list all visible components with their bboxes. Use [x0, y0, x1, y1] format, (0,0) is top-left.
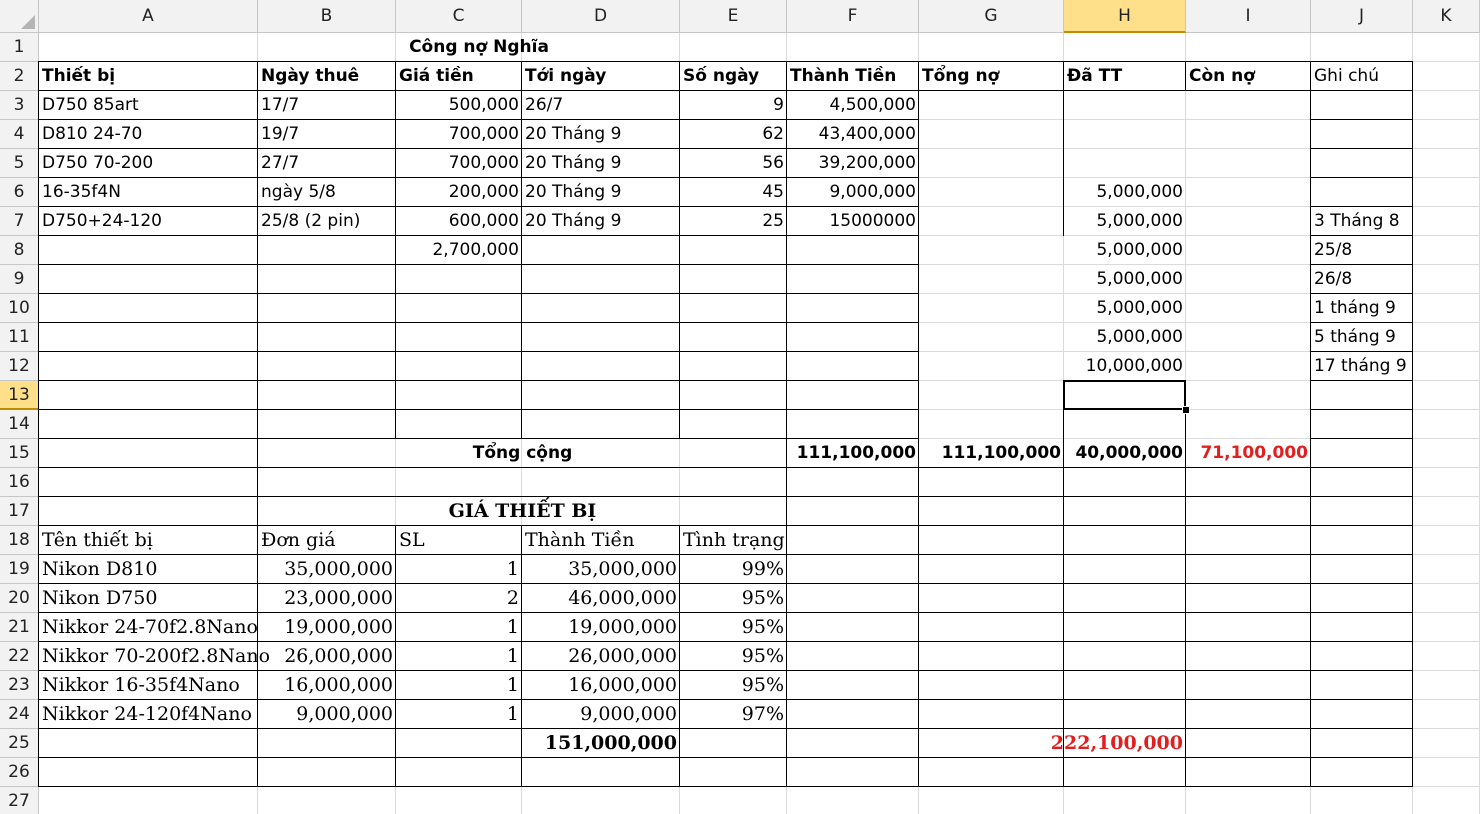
- row-header-14[interactable]: 14: [0, 410, 39, 439]
- cell-d24[interactable]: 9,000,000: [580, 702, 677, 725]
- cell-f7[interactable]: 15000000: [829, 210, 916, 231]
- column-header-i[interactable]: I: [1186, 0, 1311, 33]
- cell-g2[interactable]: Tổng nợ: [922, 65, 1000, 86]
- cell-j12[interactable]: 17 tháng 9: [1314, 355, 1407, 376]
- border-h: [1310, 438, 1413, 439]
- row-header-16[interactable]: 16: [0, 468, 39, 497]
- cell-a5[interactable]: D750 70-200: [42, 152, 154, 173]
- cell-f6[interactable]: 9,000,000: [829, 181, 916, 202]
- cell-e22[interactable]: 95%: [741, 644, 784, 667]
- cell-c7[interactable]: 600,000: [448, 210, 519, 231]
- cell-d22[interactable]: 26,000,000: [568, 644, 677, 667]
- cell-d7[interactable]: 20 Tháng 9: [525, 210, 622, 231]
- row-header-20[interactable]: 20: [0, 584, 39, 613]
- cell-d2[interactable]: Tới ngày: [525, 65, 607, 86]
- cell-h6[interactable]: 5,000,000: [1096, 181, 1183, 202]
- border-v: [918, 525, 919, 729]
- cell-b3[interactable]: 17/7: [261, 94, 300, 115]
- cell-f4[interactable]: 43,400,000: [818, 123, 916, 144]
- cell-b20[interactable]: 23,000,000: [284, 586, 393, 609]
- cell-c24[interactable]: 1: [506, 702, 519, 725]
- border-v: [1063, 467, 1064, 526]
- cell-b17[interactable]: GIÁ THIẾT BỊ: [448, 499, 597, 522]
- cell-i15[interactable]: 71,100,000: [1200, 442, 1308, 463]
- cell-c23[interactable]: 1: [506, 673, 519, 696]
- border-v: [1310, 467, 1311, 526]
- border-v: [1310, 728, 1311, 787]
- cell-f15[interactable]: 111,100,000: [796, 442, 916, 463]
- cell-b21[interactable]: 19,000,000: [284, 615, 393, 638]
- cell-d5[interactable]: 20 Tháng 9: [525, 152, 622, 173]
- cell-c2[interactable]: Giá tiền: [399, 65, 474, 86]
- cell-d6[interactable]: 20 Tháng 9: [525, 181, 622, 202]
- border-h: [1310, 409, 1413, 410]
- cell-a6[interactable]: 16-35f4N: [42, 181, 121, 202]
- row-header-25[interactable]: 25: [0, 729, 39, 758]
- cell-h9[interactable]: 5,000,000: [1096, 268, 1183, 289]
- cell-c3[interactable]: 500,000: [448, 94, 519, 115]
- border-v: [257, 728, 258, 787]
- cell-d25[interactable]: 151,000,000: [544, 731, 677, 754]
- cell-j10[interactable]: 1 tháng 9: [1314, 297, 1396, 318]
- border-h: [918, 612, 1311, 613]
- cell-e4[interactable]: 62: [762, 123, 784, 144]
- cell-h12[interactable]: 10,000,000: [1085, 355, 1183, 376]
- cell-c4[interactable]: 700,000: [448, 123, 519, 144]
- cell-f5[interactable]: 39,200,000: [818, 152, 916, 173]
- row-header-24[interactable]: 24: [0, 700, 39, 729]
- row-header-23[interactable]: 23: [0, 671, 39, 700]
- cell-a3[interactable]: D750 85art: [42, 94, 139, 115]
- border-v: [395, 728, 396, 787]
- row-header-22[interactable]: 22: [0, 642, 39, 671]
- border-h: [918, 583, 1311, 584]
- cell-c19[interactable]: 1: [506, 557, 519, 580]
- cell-a20[interactable]: Nikon D750: [42, 586, 158, 609]
- cell-d20[interactable]: 46,000,000: [568, 586, 677, 609]
- cell-a19[interactable]: Nikon D810: [42, 557, 158, 580]
- column-header-e[interactable]: E: [680, 0, 787, 33]
- border-h: [918, 757, 1311, 758]
- border-h: [918, 786, 1311, 787]
- cell-j9[interactable]: 26/8: [1314, 268, 1353, 289]
- cell-j2[interactable]: Ghi chú: [1314, 65, 1379, 86]
- border-v: [1310, 525, 1311, 729]
- fill-handle[interactable]: [1182, 406, 1190, 414]
- cell-b23[interactable]: 16,000,000: [284, 673, 393, 696]
- cell-b6[interactable]: ngày 5/8: [261, 181, 336, 202]
- cell-e6[interactable]: 45: [762, 181, 784, 202]
- row-header-1[interactable]: 1: [0, 33, 39, 62]
- cell-h11[interactable]: 5,000,000: [1096, 326, 1183, 347]
- border-h: [918, 496, 1311, 497]
- border-v: [1063, 525, 1064, 729]
- cell-j8[interactable]: 25/8: [1314, 239, 1353, 260]
- cell-h15[interactable]: 40,000,000: [1075, 442, 1183, 463]
- cell-b15[interactable]: Tổng cộng: [472, 442, 573, 463]
- cell-a21[interactable]: Nikkor 24-70f2.8Nano: [42, 615, 258, 638]
- cell-e18[interactable]: Tình trạng: [683, 528, 785, 551]
- cell-b19[interactable]: 35,000,000: [284, 557, 393, 580]
- cell-i2[interactable]: Còn nợ: [1189, 65, 1255, 86]
- border-h: [918, 641, 1311, 642]
- cell-d3[interactable]: 26/7: [525, 94, 564, 115]
- cell-c18[interactable]: SL: [399, 528, 425, 551]
- row-header-21[interactable]: 21: [0, 613, 39, 642]
- column-header-d[interactable]: D: [522, 0, 680, 33]
- cell-b18[interactable]: Đơn giá: [261, 528, 336, 551]
- cell-c21[interactable]: 1: [506, 615, 519, 638]
- border-h: [1310, 380, 1413, 381]
- row-header-15[interactable]: 15: [0, 439, 39, 468]
- cell-b7[interactable]: 25/8 (2 pin): [261, 210, 361, 231]
- border-v: [786, 728, 787, 787]
- column-header-c[interactable]: C: [396, 0, 522, 33]
- cell-j11[interactable]: 5 tháng 9: [1314, 326, 1396, 347]
- row-header-4[interactable]: 4: [0, 120, 39, 149]
- column-header-a[interactable]: A: [39, 0, 258, 33]
- row-header-10[interactable]: 10: [0, 294, 39, 323]
- border-v: [918, 467, 919, 526]
- cell-e7[interactable]: 25: [762, 210, 784, 231]
- row-header-18[interactable]: 18: [0, 526, 39, 555]
- row-header-13[interactable]: 13: [0, 381, 39, 410]
- row-header-17[interactable]: 17: [0, 497, 39, 526]
- cell-h8[interactable]: 5,000,000: [1096, 239, 1183, 260]
- row-header-26[interactable]: 26: [0, 758, 39, 787]
- row-header-19[interactable]: 19: [0, 555, 39, 584]
- border-v: [1185, 525, 1186, 729]
- cell-c8[interactable]: 2,700,000: [432, 239, 519, 260]
- column-header-k[interactable]: K: [1413, 0, 1480, 33]
- row-header-3[interactable]: 3: [0, 91, 39, 120]
- cell-d21[interactable]: 19,000,000: [568, 615, 677, 638]
- cell-f3[interactable]: 4,500,000: [829, 94, 916, 115]
- row-header-2[interactable]: 2: [0, 62, 39, 91]
- select-all-triangle-icon: [21, 15, 35, 29]
- cell-b22[interactable]: 26,000,000: [284, 644, 393, 667]
- border-h: [1310, 148, 1413, 149]
- cell-j7[interactable]: 3 Tháng 8: [1314, 210, 1400, 231]
- cell-d23[interactable]: 16,000,000: [568, 673, 677, 696]
- cell-c22[interactable]: 1: [506, 644, 519, 667]
- row-header-7[interactable]: 7: [0, 207, 39, 236]
- border-h: [918, 525, 1311, 526]
- cell-a23[interactable]: Nikkor 16-35f4Nano: [42, 673, 240, 696]
- column-header-b[interactable]: B: [258, 0, 396, 33]
- row-header-27[interactable]: 27: [0, 787, 39, 814]
- active-cell-cursor[interactable]: [1063, 380, 1186, 410]
- cell-e5[interactable]: 56: [762, 152, 784, 173]
- border-h: [918, 554, 1311, 555]
- cell-h25[interactable]: 222,100,000: [1050, 731, 1183, 754]
- cell-c6[interactable]: 200,000: [448, 181, 519, 202]
- column-header-f[interactable]: F: [787, 0, 919, 33]
- row-header-6[interactable]: 6: [0, 178, 39, 207]
- border-h: [1310, 177, 1413, 178]
- cell-d4[interactable]: 20 Tháng 9: [525, 123, 622, 144]
- column-header-j[interactable]: J: [1311, 0, 1413, 33]
- cell-b5[interactable]: 27/7: [261, 152, 300, 173]
- border-h: [1310, 119, 1413, 120]
- cell-b4[interactable]: 19/7: [261, 123, 300, 144]
- border-v: [1185, 467, 1186, 526]
- row-header-5[interactable]: 5: [0, 149, 39, 178]
- row-header-8[interactable]: 8: [0, 236, 39, 265]
- row-header-9[interactable]: 9: [0, 265, 39, 294]
- cell-a7[interactable]: D750+24-120: [42, 210, 162, 231]
- select-all-corner[interactable]: [0, 0, 39, 33]
- column-header-g[interactable]: G: [919, 0, 1064, 33]
- cell-e20[interactable]: 95%: [741, 586, 784, 609]
- cell-h7[interactable]: 5,000,000: [1096, 210, 1183, 231]
- cell-a4[interactable]: D810 24-70: [42, 123, 143, 144]
- cell-d18[interactable]: Thành Tiền: [525, 528, 635, 551]
- cell-c5[interactable]: 700,000: [448, 152, 519, 173]
- cell-h2[interactable]: Đã TT: [1067, 65, 1123, 86]
- cell-e19[interactable]: 99%: [741, 557, 784, 580]
- row-header-12[interactable]: 12: [0, 352, 39, 381]
- row-header-11[interactable]: 11: [0, 323, 39, 352]
- cell-f2[interactable]: Thành Tiền: [790, 65, 897, 86]
- cell-a24[interactable]: Nikkor 24-120f4Nano: [42, 702, 252, 725]
- cell-b24[interactable]: 9,000,000: [296, 702, 393, 725]
- cell-a1[interactable]: Công nợ Nghĩa: [409, 36, 549, 57]
- border-h: [918, 699, 1311, 700]
- cell-b2[interactable]: Ngày thuê: [261, 65, 360, 86]
- cell-d19[interactable]: 35,000,000: [568, 557, 677, 580]
- cell-c20[interactable]: 2: [506, 586, 519, 609]
- cell-e24[interactable]: 97%: [741, 702, 784, 725]
- cell-e23[interactable]: 95%: [741, 673, 784, 696]
- column-header-h[interactable]: H: [1064, 0, 1186, 33]
- border-v: [1412, 61, 1413, 787]
- cell-a18[interactable]: Tên thiết bị: [42, 528, 153, 551]
- cell-e21[interactable]: 95%: [741, 615, 784, 638]
- cell-h10[interactable]: 5,000,000: [1096, 297, 1183, 318]
- border-h: [918, 467, 1311, 468]
- cell-a22[interactable]: Nikkor 70-200f2.8Nano: [42, 644, 271, 667]
- cell-e3[interactable]: 9: [773, 94, 784, 115]
- cell-g15[interactable]: 111,100,000: [941, 442, 1061, 463]
- cell-e2[interactable]: Số ngày: [683, 65, 760, 86]
- border-h: [918, 670, 1311, 671]
- cell-a2[interactable]: Thiết bị: [42, 65, 116, 86]
- border-v: [918, 728, 919, 787]
